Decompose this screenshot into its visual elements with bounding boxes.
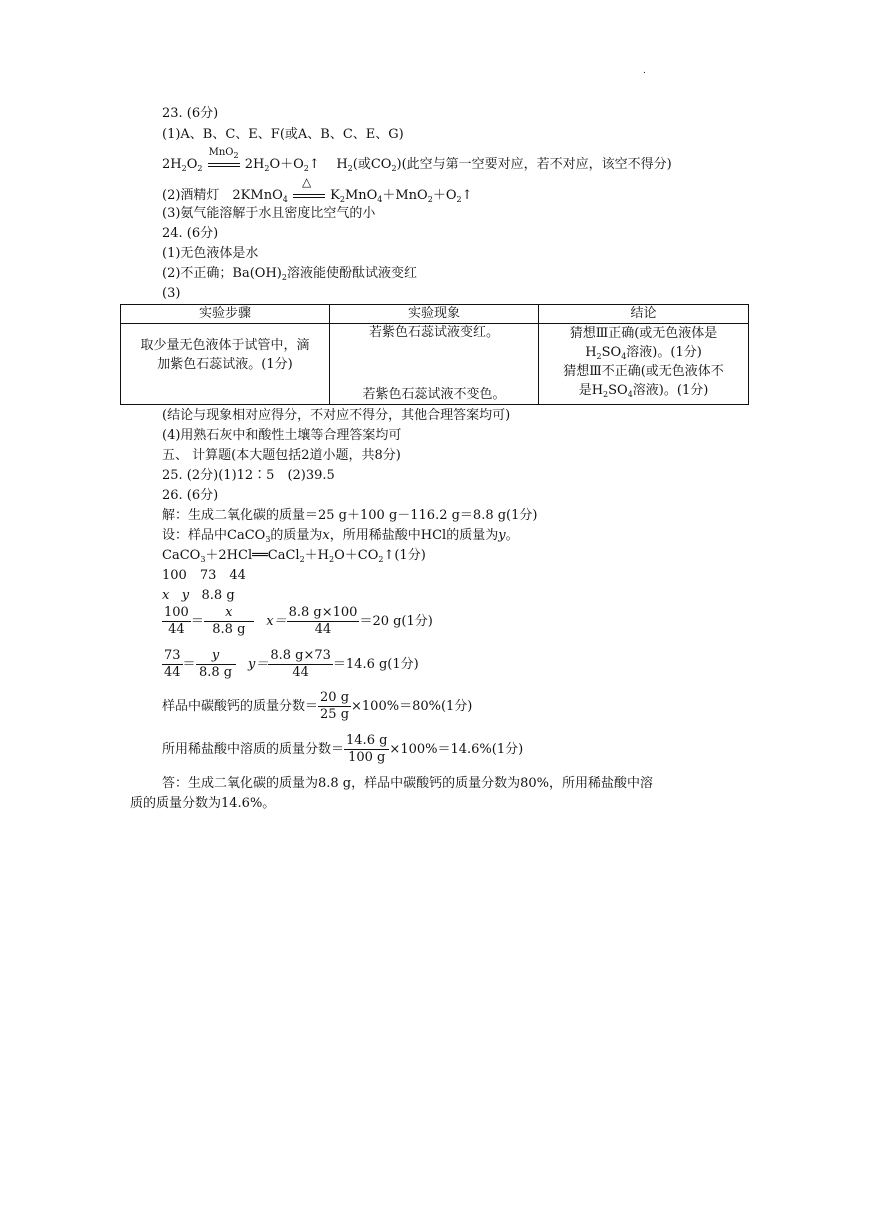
q26-answer-line2: 质的质量分数为14.6%。 bbox=[130, 796, 276, 811]
section-five-title: 五、 计算题(本大题包括2道小题，共8分) bbox=[162, 448, 401, 463]
table-header-row bbox=[121, 305, 749, 324]
q26-variables: x y 8.8 g bbox=[162, 588, 235, 603]
q23-kmno4-equation: (2)酒精灯 2KMnO$_4$ △ $K_2MnO_4+MnO_2+O_2↑$ bbox=[162, 175, 473, 204]
q24-part2: (2)不正确；$Ba(OH)_2$溶液能使酚酞试液变红 bbox=[162, 266, 417, 282]
q24-part3-label: (3) bbox=[162, 286, 181, 301]
cell-steps: 取少量无色液体于试管中，滴 加紫色石蕊试液。(1分) bbox=[121, 324, 330, 405]
q26-molar-masses: 100 73 44 bbox=[162, 568, 246, 583]
q23-heading: 23. (6分) bbox=[162, 106, 219, 121]
q26-hcl-fraction: 所用稀盐酸中溶质的质量分数＝ $\frac{14.6 g}{100 g}$ ×100%＝14.6%(1分) bbox=[162, 733, 524, 765]
q26-answer-line1: 答：生成二氧化碳的质量为8.8 g，样品中碳酸钙的质量分数为80%，所用稀盐酸中溶 bbox=[162, 776, 654, 791]
header-phenomenon: 实验现象 bbox=[330, 305, 539, 324]
q26-assumption: 设：样品中CaCO$_3$的质量为x，所用稀盐酸中HCl的质量为y。 bbox=[162, 528, 519, 544]
q26-ratio-y: $\frac{73}{44}$ ＝ $\frac{y}{8.8 g}$ y＝ $\frac{8.8 g\times 73}{44}$ ＝14.6 g(1分) bbox=[164, 648, 419, 680]
q26-ratio-x: $\frac{100}{44}$ ＝ $\frac{x}{8.8 g}$ x＝ $\frac{8.8 g\times 100}{44}$ ＝20 g(1分) bbox=[164, 605, 433, 637]
q24-heading: 24. (6分) bbox=[162, 226, 219, 241]
table-row bbox=[121, 324, 749, 405]
cell-conclusion: 猜想Ⅲ正确(或无色液体是 $H_2SO_4$溶液)。(1分) 猜想Ⅲ不正确(或无色液体不 是$H_2SO_4$溶液)。(1分) bbox=[539, 324, 749, 405]
q23-h2o2-equation: $2H_2O_2$ MnO$_2$ $2H_2O+O_2↑$ $H_2$(或$CO_2$)(此空与第一空要对应，若不对应，该空不得分) bbox=[162, 147, 672, 173]
q26-heading: 26. (6分) bbox=[162, 488, 219, 503]
q24-part4: (4)用熟石灰中和酸性土壤等合理答案均可 bbox=[162, 428, 402, 443]
q23-part1: (1)A、B、C、E、F(或A、B、C、E、G) bbox=[162, 127, 404, 142]
q26-equation: $CaCO_3+2HCl══CaCl_2+H_2O+CO_2↑(1$分) bbox=[162, 548, 426, 564]
q25-answer: 25. (2分)(1)12∶5 (2)39.5 bbox=[162, 468, 335, 483]
header-steps: 实验步骤 bbox=[121, 305, 330, 324]
q26-caco3-fraction: 样品中碳酸钙的质量分数＝ $\frac{20 g}{25 g}$ ×100%＝80%(1分) bbox=[162, 690, 473, 722]
q23-part3: (3)氨气能溶解于水且密度比空气的小 bbox=[162, 206, 376, 221]
experiment-table bbox=[120, 304, 749, 405]
catalyst-condition: MnO$_2$ bbox=[207, 156, 241, 173]
q26-line1: 解：生成二氧化碳的质量＝25 g＋100 g－116.2 g＝8.8 g(1分) bbox=[162, 508, 538, 523]
page-dot: . bbox=[643, 66, 646, 76]
q24-note: (结论与现象相对应得分，不对应不得分，其他合理答案均可) bbox=[162, 408, 511, 423]
header-conclusion: 结论 bbox=[539, 305, 749, 324]
heat-condition: △ bbox=[292, 187, 326, 204]
cell-phenomenon: 若紫色石蕊试液变红。 若紫色石蕊试液不变色。 bbox=[330, 324, 539, 405]
q24-part1: (1)无色液体是水 bbox=[162, 246, 259, 261]
